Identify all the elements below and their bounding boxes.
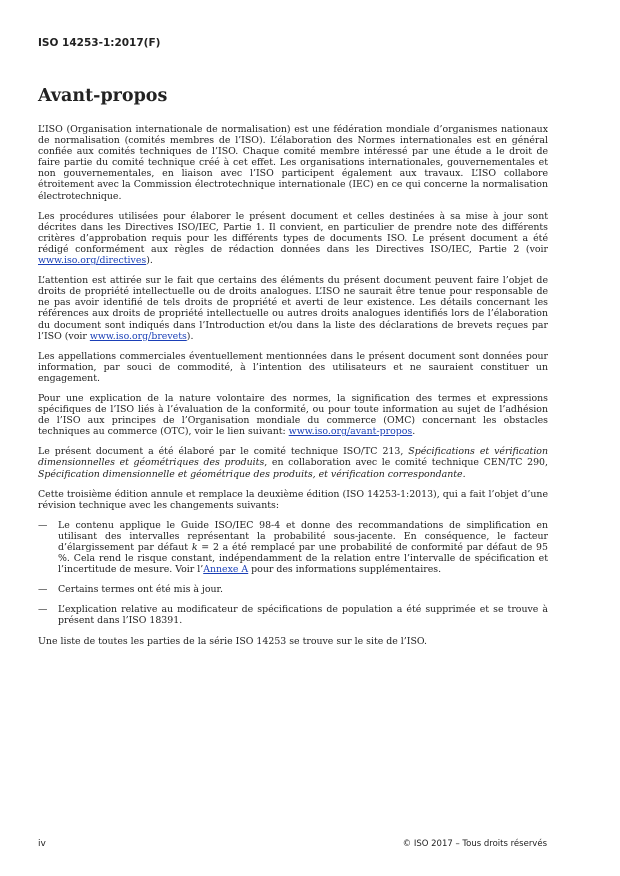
text-span: L’explication relative au modificateur de spécifications de population a été supprimée et se trouve à présent dans l’ISO 18391. bbox=[58, 604, 548, 627]
text-span: Certains termes ont été mis à jour. bbox=[58, 584, 223, 596]
body-text bbox=[38, 124, 548, 656]
dash-marker: — bbox=[38, 519, 48, 531]
page-number: iv bbox=[38, 839, 46, 849]
list-item bbox=[38, 520, 548, 575]
dash-marker: — bbox=[38, 604, 48, 616]
committee-title-italic: Spécifications et vérification dimensionnelles et géométriques des produits bbox=[38, 446, 548, 469]
text-span: = 2 a été remplacé par une probabilité de conformité par défaut de 95 %. Cela rend le risque constant, indépendamment de la relation entre l’intervalle de spécification et l’incertitude de mesure. Voir l’ bbox=[58, 542, 548, 576]
text-span: . bbox=[462, 468, 466, 480]
copyright-notice: © ISO 2017 – Tous droits réservés bbox=[402, 839, 547, 849]
paragraph-patents bbox=[38, 275, 548, 342]
list-item bbox=[38, 604, 548, 626]
variable-k: k bbox=[191, 542, 198, 553]
text-span: L’attention est attirée sur le fait que certains des éléments du présent document peuvent faire l’objet de droits de propriété intellectuelle ou de droits analogues. L’ISO ne saurait être tenue pour responsable de ne pas avoir identifié de tels droits de propriété et averti de leur existence. Les détails concernant les références aux droits de propriété intellectuelle ou autres droits analogues identifiés lors de l’élaboration du document sont indiqués dans l’Introduction et/ou dans la liste des déclarations de brevets reçues par l’ISO (voir bbox=[38, 275, 548, 342]
link-brevets[interactable]: www.iso.org/brevets bbox=[89, 330, 187, 342]
paragraph-trade-names: Les appellations commerciales éventuellement mentionnées dans le présent document sont données pour information, par souci de commodité, à l’intention des utilisateurs et ne sauraient constituer un engagement. bbox=[38, 350, 548, 384]
paragraph-procedures bbox=[38, 211, 548, 266]
text-span: Le présent document a été élaboré par le comité technique ISO/TC 213, bbox=[38, 446, 409, 458]
text-span: Pour une explication de la nature volontaire des normes, la signification des termes et expressions spécifiques de l’ISO liés à l’évaluation de la conformité, ou pour toute information au sujet de l’adhésion de l’ISO aux principes de l’Organisation mondiale du commerce (OMC) concernant les obstacles techniques au commerce (OTC), voir le lien suivant: bbox=[38, 392, 548, 438]
text-span: Le contenu applique le Guide ISO/IEC 98-4 et donne des recommandations de simplification en utilisant des intervalles représentant la probabilité sous-jacente. En conséquence, le facteur d’élargissement par défaut bbox=[58, 519, 548, 553]
list-item bbox=[38, 584, 548, 595]
cen-committee-title-italic: Spécification dimensionnelle et géométrique des produits, et vérification correspondante bbox=[38, 468, 463, 480]
link-avant-propos[interactable]: www.iso.org/avant-propos bbox=[288, 426, 413, 438]
link-annexe-a[interactable]: Annexe A bbox=[203, 564, 249, 576]
text-span: ). bbox=[146, 255, 153, 267]
text-span: . bbox=[412, 426, 416, 438]
text-span: , en collaboration avec le comité technique CEN/TC 290, bbox=[264, 457, 548, 469]
paragraph-edition: Cette troisième édition annule et remplace la deuxième édition (ISO 14253-1:2013), qui a fait l’objet d’une révision technique avec les changements suivants: bbox=[38, 488, 548, 511]
text-span: ). bbox=[186, 330, 194, 342]
changes-list bbox=[38, 520, 548, 627]
paragraph-iso-intro: L’ISO (Organisation internationale de normalisation) est une fédération mondiale d’organismes nationaux de normalisation (comités membres de l’ISO). L’élaboration des Normes internationales est en général confiée aux comités techniques de l’ISO. Chaque comité membre intéressé par une étude a le droit de faire partie du comité technique créé à cet effet. Les organisations internationales, gouvernementales et non gouvernementales, en liaison avec l’ISO participent également aux travaux. L’ISO collabore étroitement avec la Commission électrotechnique internationale (IEC) en ce qui concerne la normalisation électrotechnique. bbox=[38, 124, 548, 202]
link-directives[interactable]: www.iso.org/directives bbox=[38, 255, 147, 267]
text-span: pour des informations supplémentaires. bbox=[248, 564, 442, 576]
paragraph-series-list: Une liste de toutes les parties de la série ISO 14253 se trouve sur le site de l’ISO. bbox=[38, 635, 428, 647]
paragraph-committee bbox=[38, 446, 548, 479]
standard-identifier: ISO 14253-1:2017(F) bbox=[38, 37, 161, 49]
dash-marker: — bbox=[38, 584, 48, 596]
paragraph-voluntary-nature bbox=[38, 393, 548, 437]
section-title: Avant-propos bbox=[38, 86, 168, 106]
text-span: Les procédures utilisées pour élaborer le présent document et celles destinées à sa mise à jour sont décrites dans les Directives ISO/IEC, Partie 1. Il convient, en particulier de prendre note des différents critères d’approbation requis pour les différents types de documents ISO. Le présent document a été rédigé conformément aux règles de rédaction données dans les Directives ISO/IEC, Partie 2 (voir bbox=[38, 210, 548, 255]
